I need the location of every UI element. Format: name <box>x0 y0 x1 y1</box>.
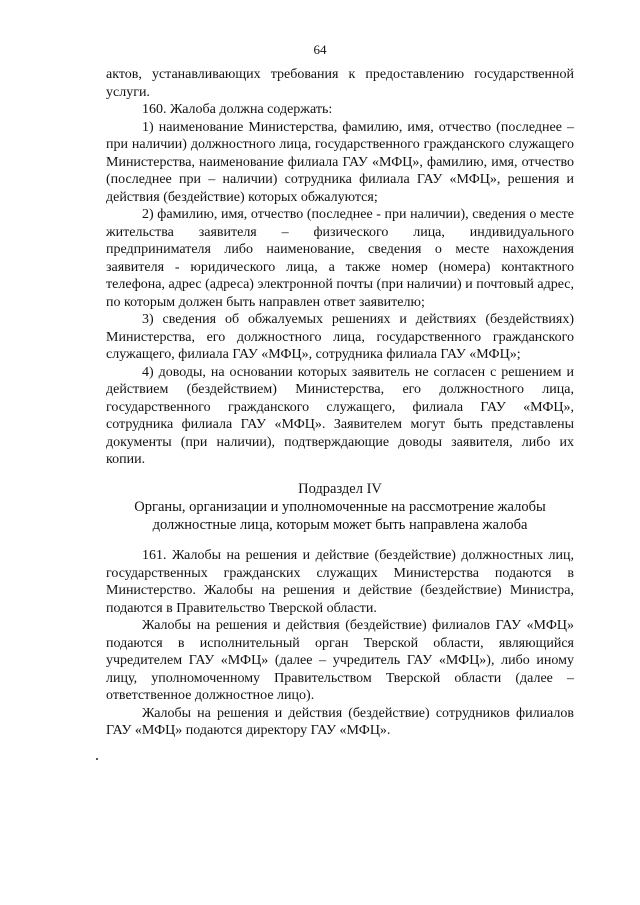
subsection-label: Подраздел IV <box>298 481 382 497</box>
text-block-requirements <box>106 66 574 469</box>
paragraph-160-item-4: 4) доводы, на основании которых заявитель не согласен с решением и действием (бездействием) Министерства, его должностного лица, государственного гражданского служащего, филиала ГАУ «МФЦ», сотрудника филиала ГАУ «МФЦ». Заявителем могут быть представлены документы (при наличии), подтверждающие доводы заявителя, либо их копии. <box>106 364 574 467</box>
paragraph-161-mfc-staff: Жалобы на решения и действия (бездействие) сотрудников филиалов ГАУ «МФЦ» подаются директору ГАУ «МФЦ». <box>106 705 574 738</box>
text-block-complaints <box>106 547 574 740</box>
page-number: 64 <box>313 42 327 57</box>
paragraph-160: 160. Жалоба должна содержать: <box>142 102 333 117</box>
paragraph-continuation: актов, устанавливающих требования к предоставлению государственной услуги. <box>106 67 574 100</box>
scan-speck <box>96 758 98 760</box>
paragraph-160-item-1: 1) наименование Министерства, фамилию, имя, отчество (последнее – при наличии) должностного лица, государственного гражданского служащего Министерства, наименование филиала ГАУ «МФЦ», фамилию, имя, отчество (последнее при – наличии) сотрудника филиала ГАУ «МФЦ», решения и действия (бездействие) которых обжалуются; <box>106 119 574 205</box>
paragraph-161: 161. Жалобы на решения и действие (бездействие) должностных лиц, государственных гражданских служащих Министерства подаются в Министерство. Жалобы на решения и действие (бездействие) Министра, подаются в Правительство Тверской области. <box>106 548 574 616</box>
paragraph-160-item-3: 3) сведения об обжалуемых решениях и действиях (бездействиях) Министерства, его должностного лица, государственного гражданского служащего, филиала ГАУ «МФЦ», сотрудника филиала ГАУ «МФЦ»; <box>106 312 574 362</box>
paragraph-160-item-2: 2) фамилию, имя, отчество (последнее - при наличии), сведения о месте жительства заявителя – физического лица, индивидуального предпринимателя либо наименование, сведения о месте нахождения заявителя - юридического лица, а также номер (номера) контактного телефона, адрес (адреса) электронной почты (при наличии) и почтовый адрес, по которым должен быть направлен ответ заявителю; <box>106 207 574 310</box>
subsection-title-line-1: Органы, организации и уполномоченные на рассмотрение жалобы <box>134 499 546 515</box>
paragraph-161-mfc-branches: Жалобы на решения и действия (бездействие) филиалов ГАУ «МФЦ» подаются в исполнительный орган Тверской области, являющийся учредителем ГАУ «МФЦ» (далее – учредитель ГАУ «МФЦ»), либо иному лицу, уполномоченному Правительством Тверской области (далее – ответственное должностное лицо). <box>106 618 574 703</box>
subsection-title <box>106 499 574 534</box>
subsection-title-line-2: должностные лица, которым может быть направлена жалоба <box>152 516 528 533</box>
